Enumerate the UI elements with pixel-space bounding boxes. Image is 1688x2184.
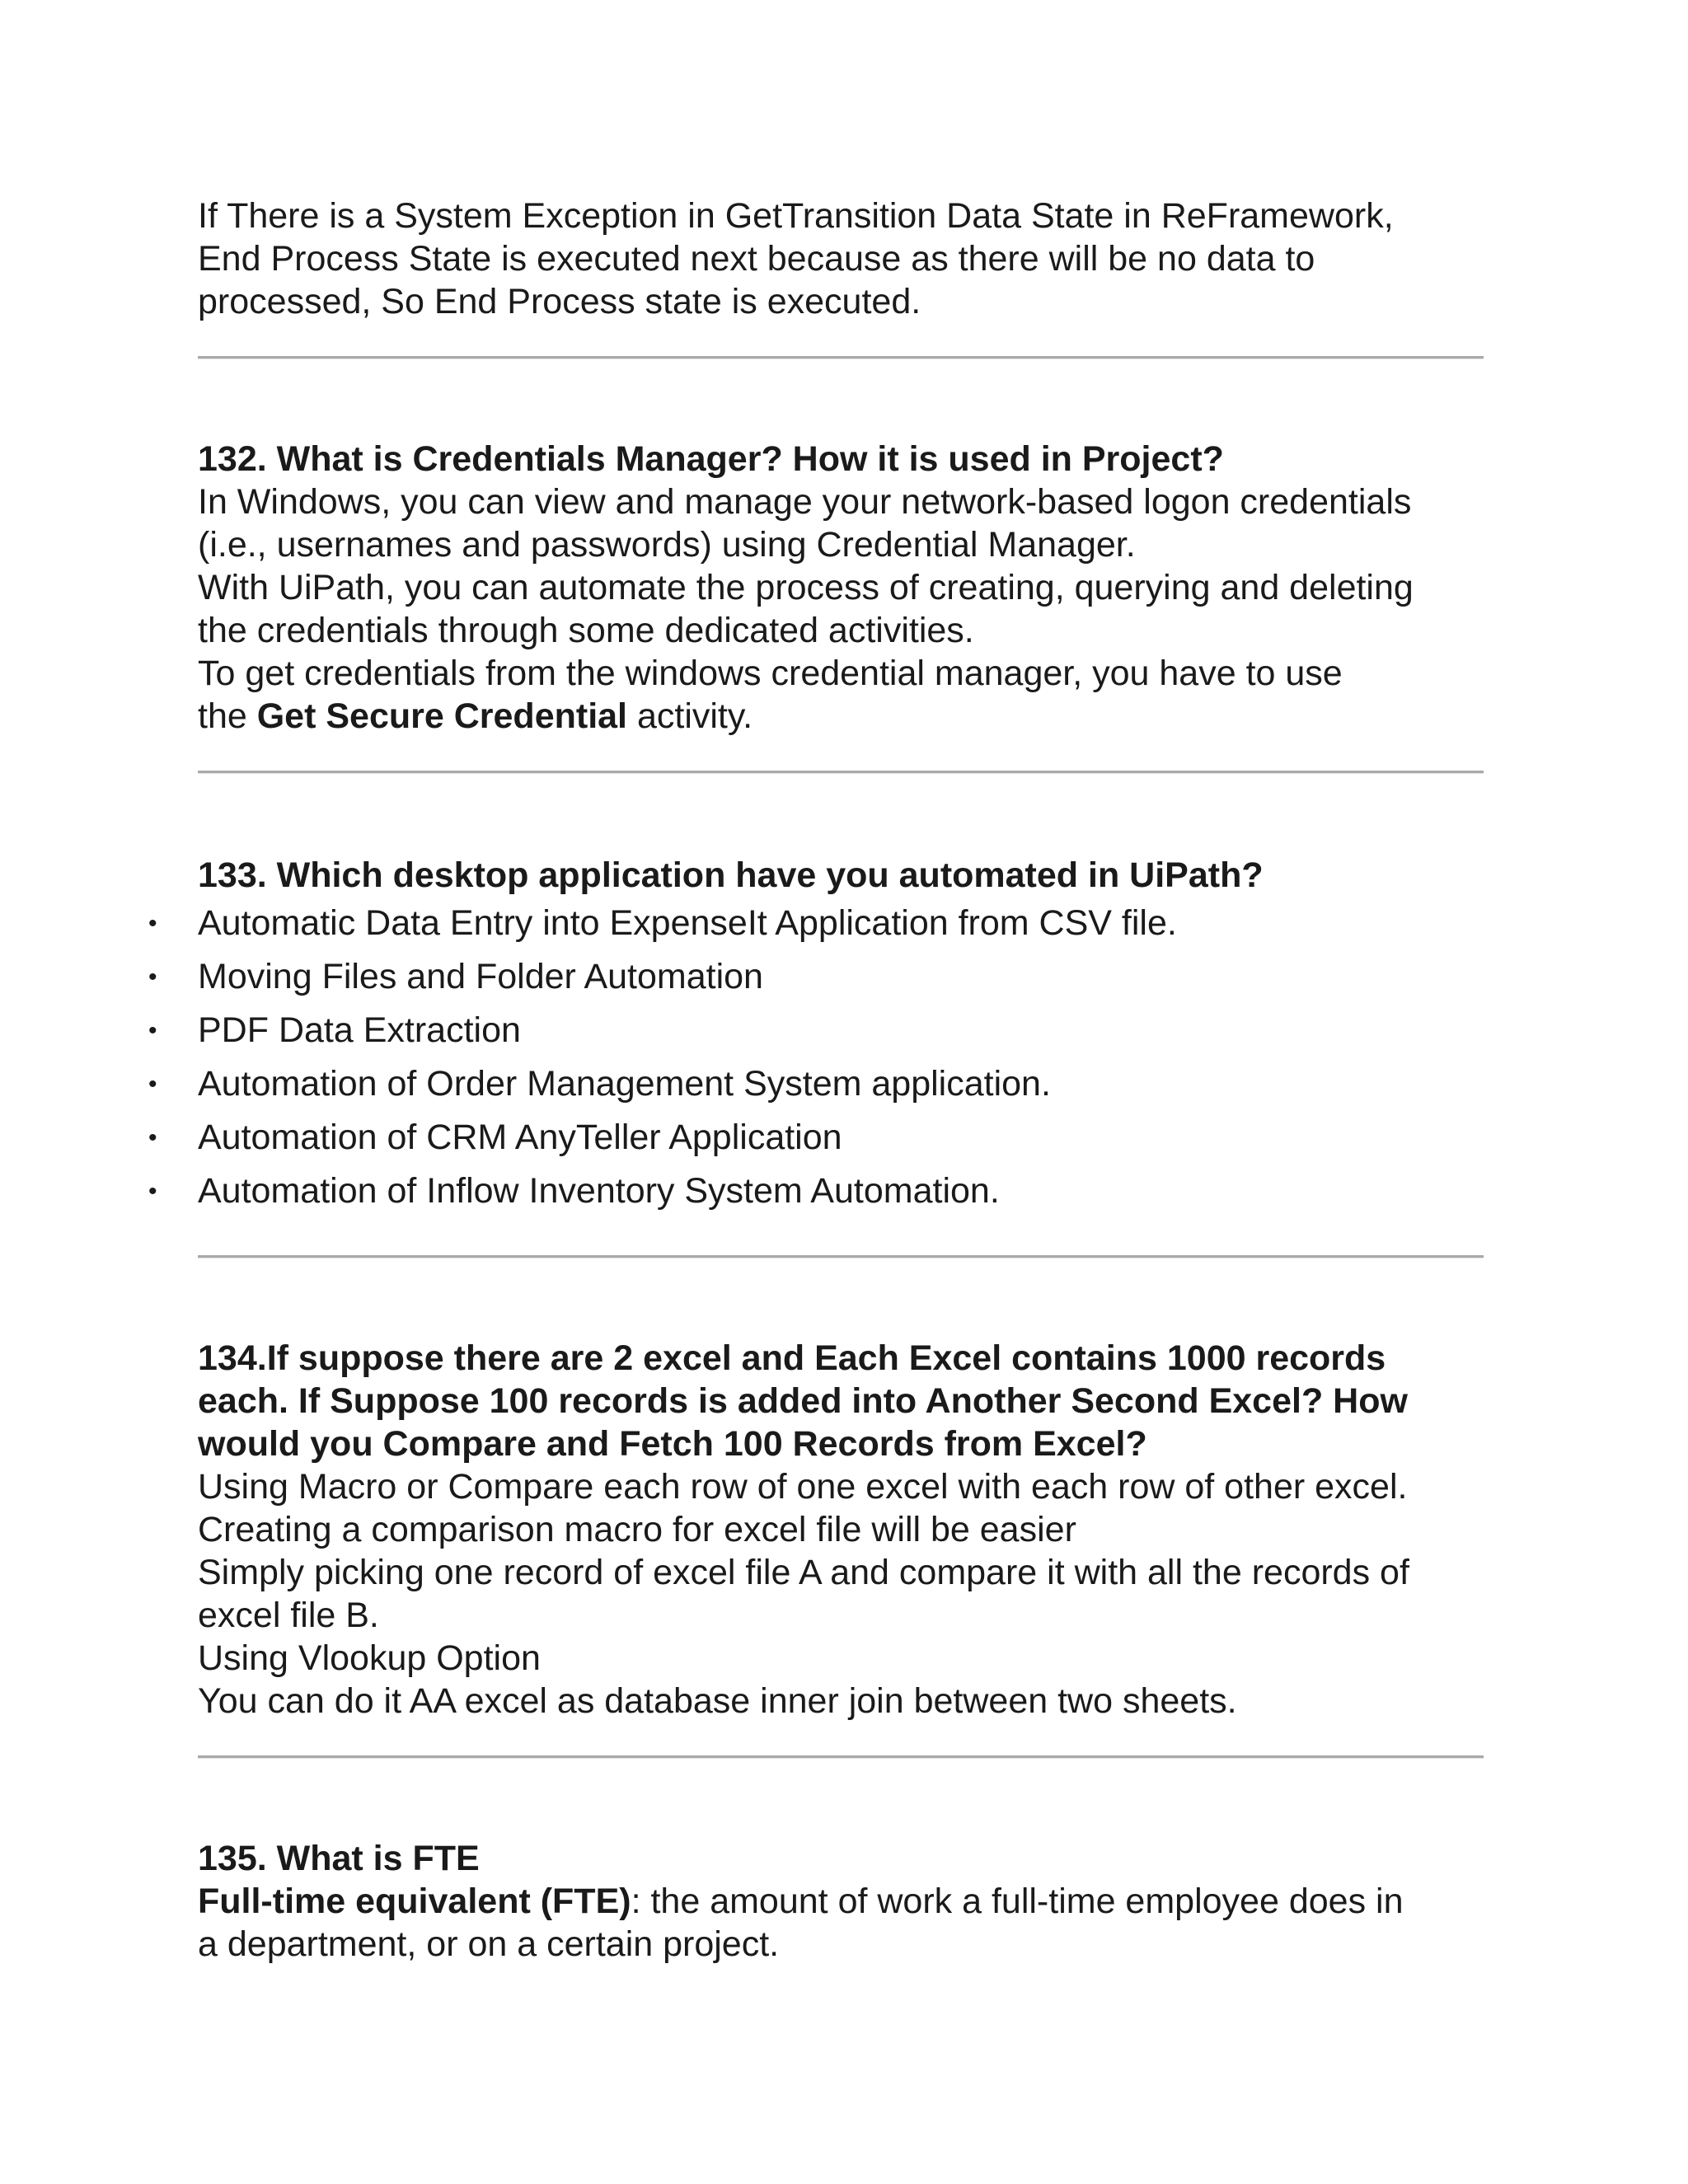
bullet-icon: • <box>148 1124 157 1151</box>
section-divider <box>198 1255 1484 1258</box>
question-title: 134.If suppose there are 2 excel and Each Excel contains 1000 records <box>198 1338 1386 1378</box>
question-title: 132. What is Credentials Manager? How it is used in Project? <box>198 439 1224 479</box>
list-item <box>148 1004 1484 1057</box>
answer-text: the <box>198 696 257 736</box>
answer-line: In Windows, you can view and manage your network-based logon credentials <box>198 482 1412 522</box>
list-item-text: PDF Data Extraction <box>198 1010 521 1050</box>
list-item <box>148 897 1484 950</box>
question-132 <box>198 438 1484 738</box>
section-divider <box>198 771 1484 774</box>
list-item-text: Automation of Order Management System application. <box>198 1064 1051 1104</box>
answer-line: With UiPath, you can automate the process of creating, querying and deleting <box>198 568 1414 607</box>
answer-line: the credentials through some dedicated activities. <box>198 611 974 650</box>
section-divider <box>198 356 1484 359</box>
question-title: each. If Suppose 100 records is added into Another Second Excel? How <box>198 1381 1408 1421</box>
answer-line: Using Macro or Compare each row of one excel with each row of other excel. <box>198 1467 1408 1507</box>
intro-line: processed, So End Process state is executed. <box>198 282 921 321</box>
bullet-icon: • <box>148 1071 157 1098</box>
intro-line: End Process State is executed next because as there will be no data to <box>198 239 1315 279</box>
question-133 <box>148 854 1484 1218</box>
list-item-text: Moving Files and Folder Automation <box>198 957 763 996</box>
question-title: 133. Which desktop application have you automated in UiPath? <box>198 855 1264 895</box>
question-134 <box>198 1337 1484 1722</box>
answer-line: Using Vlookup Option <box>198 1638 541 1678</box>
answer-line <box>198 695 1484 738</box>
list-item-text: Automation of CRM AnyTeller Application <box>198 1118 842 1157</box>
answer-line <box>198 1880 1484 1923</box>
section-divider <box>198 1755 1484 1759</box>
list-item-text: Automation of Inflow Inventory System Automation. <box>198 1171 1000 1211</box>
answer-line: You can do it AA excel as database inner join between two sheets. <box>198 1681 1237 1721</box>
intro-paragraph <box>198 194 1484 323</box>
document-content <box>148 194 1484 1966</box>
answer-line: a department, or on a certain project. <box>198 1924 780 1964</box>
list-item <box>148 1111 1484 1165</box>
question-title: 135. What is FTE <box>198 1839 480 1878</box>
activity-name: Get Secure Credential <box>256 696 628 736</box>
answer-line: (i.e., usernames and passwords) using Credential Manager. <box>198 525 1136 565</box>
application-list <box>148 897 1484 1218</box>
bullet-icon: • <box>148 1017 157 1044</box>
answer-text: activity. <box>627 696 753 736</box>
list-item <box>148 1165 1484 1218</box>
answer-line: Creating a comparison macro for excel file will be easier <box>198 1510 1076 1549</box>
definition-text: : the amount of work a full-time employee does in <box>631 1882 1404 1921</box>
term-name: Full-time equivalent (FTE) <box>198 1882 631 1921</box>
question-135 <box>198 1837 1484 1966</box>
question-title: would you Compare and Fetch 100 Records from Excel? <box>198 1424 1147 1464</box>
answer-line: excel file B. <box>198 1596 379 1635</box>
bullet-icon: • <box>148 1178 157 1205</box>
answer-line: To get credentials from the windows credential manager, you have to use <box>198 654 1343 693</box>
list-item-text: Automatic Data Entry into ExpenseIt Application from CSV file. <box>198 903 1177 943</box>
bullet-icon: • <box>148 910 157 937</box>
answer-line: Simply picking one record of excel file A and compare it with all the records of <box>198 1553 1409 1592</box>
bullet-icon: • <box>148 963 157 991</box>
intro-line: If There is a System Exception in GetTransition Data State in ReFramework, <box>198 196 1394 236</box>
list-item <box>148 1057 1484 1111</box>
list-item <box>148 950 1484 1004</box>
